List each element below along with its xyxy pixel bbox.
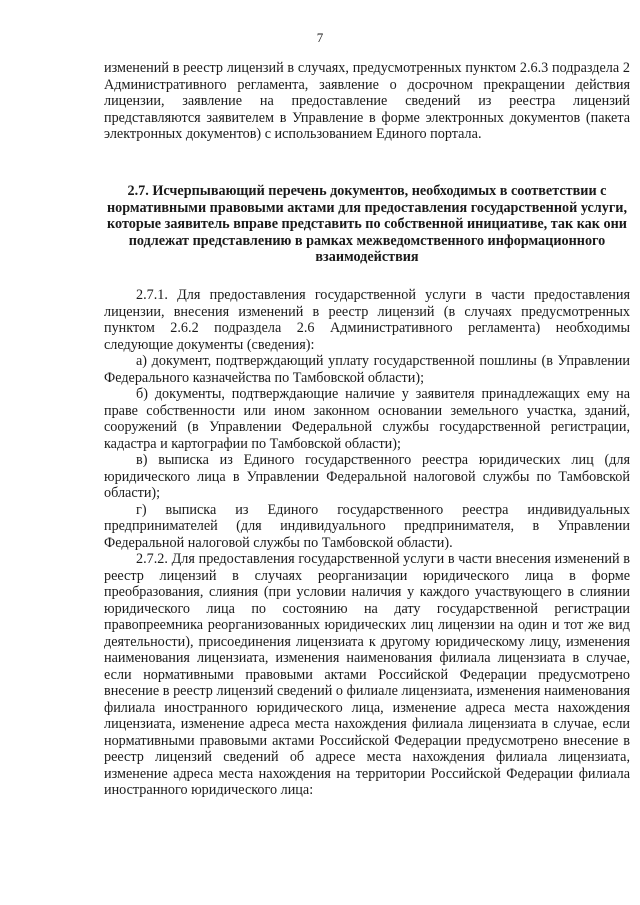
list-item-v: в) выписка из Единого государственного реестра юридических лиц (для юридического лица в Управлении Федеральной налоговой службы по Тамбовской области); <box>104 452 630 501</box>
list-item-g: г) выписка из Единого государственного реестра индивидуальных предпринимателей (для индивидуального предпринимателя, в Управлении Федеральной налоговой службы по Тамбовской области). <box>104 501 630 551</box>
section-heading: 2.7. Исчерпывающий перечень документов, необходимых в соответствии с нормативными правовыми актами для предоставления государственной услуги, которые заявитель вправе представить по собственной инициативе, так как они подлежат представлению в рамках межведомственного информационного взаимодействия <box>106 183 627 265</box>
paragraph-2-7-1: 2.7.1. Для предоставления государственной услуги в части предоставления лицензии, внесения изменений в реестр лицензий (в случаях предусмотренных пунктом 2.6.2 подраздела 2.6 Административного регламента) необходимы следующие документы (сведения): <box>104 287 630 353</box>
page-number: 7 <box>316 30 324 45</box>
section-body <box>104 287 630 799</box>
paragraph-2-7-2: 2.7.2. Для предоставления государственной услуги в части внесения изменений в реестр лицензий в случаях реорганизации юридического лица в форме преобразования, слияния (при условии наличия у каждого участвующего в слиянии юридического лица по состоянию на дату государственной регистрации правопреемника реорганизованных юридических лиц лицензии на один и тот же вид деятельности), присоединения лицензиата к другому юридическому лицу, изменения наименования лицензиата, изменения наименования филиала лицензиата в случае, если нормативными правовыми актами Российской Федерации предусмотрено внесение в реестр лицензий сведений о филиале лицензиата, изменения наименования филиала иностранного юридического лица, изменение адреса места нахождения лицензиата, изменение адреса места нахождения филиала лицензиата в случае, если нормативными правовыми актами Российской Федерации предусмотрено внесение в реестр лицензий сведений об адресе места нахождения филиала лицензиата, изменение адреса места нахождения на территории Российской Федерации филиала иностранного юридического лица: <box>104 551 630 798</box>
list-item-a: а) документ, подтверждающий уплату государственной пошлины (в Управлении Федерального казначейства по Тамбовской области); <box>104 353 630 386</box>
intro-paragraph: изменений в реестр лицензий в случаях, предусмотренных пунктом 2.6.3 подраздела 2 Административного регламента, заявление о досрочном прекращении действия лицензии, заявление на предоставление сведений из реестра лицензий представляются заявителем в Управление в форме электронных документов (пакета электронных документов) с использованием Единого портала. <box>104 60 630 142</box>
list-item-b: б) документы, подтверждающие наличие у заявителя принадлежащих ему на праве собственности или ином законном основании земельного участка, зданий, сооружений (в Управлении Федеральной службы государственной регистрации, кадастра и картографии по Тамбовской области); <box>104 386 630 452</box>
